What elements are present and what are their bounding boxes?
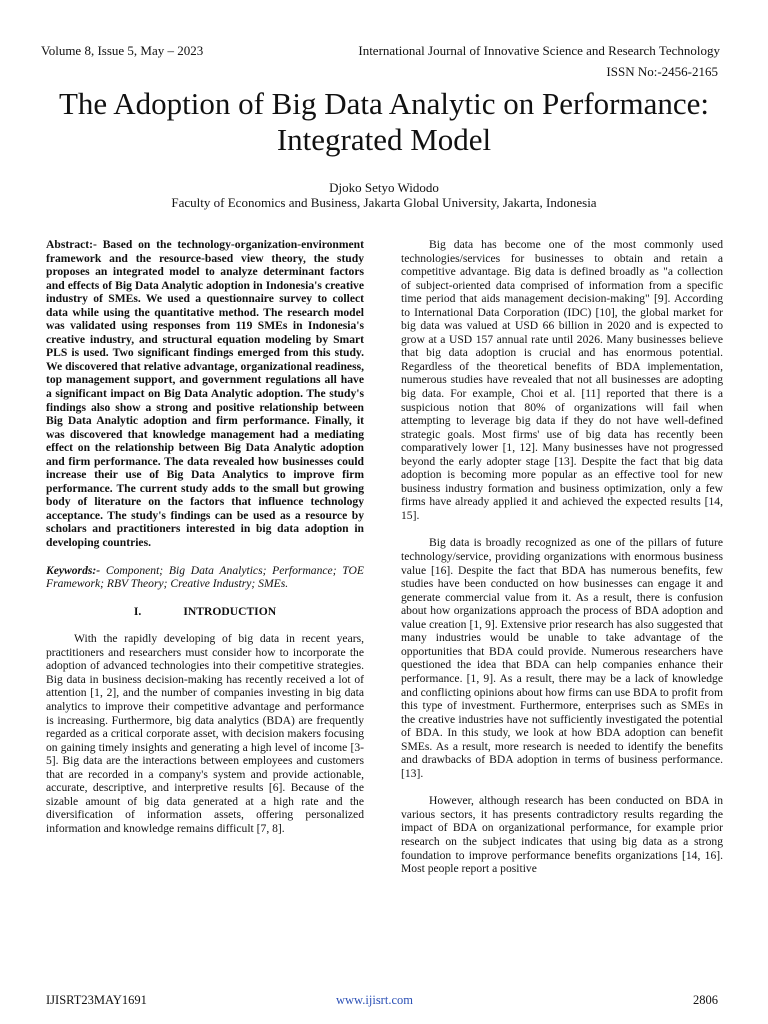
page-number: 2806: [693, 993, 718, 1007]
author-affiliation: Faculty of Economics and Business, Jakarta Global University, Jakarta, Indonesia: [171, 195, 597, 210]
paper-code: IJISRT23MAY1691: [46, 993, 147, 1007]
right-column: [401, 238, 723, 876]
body-paragraph-3: Big data is broadly recognized as one of the pillars of future technology/service, providing organizations with enormous business value [16]. Despite the fact that BDA has numerous benefits, few studies have been conducted on how businesses can engage it and generate commercial value from it. As a result, there is confusion about how organizations approach the process of BDA adoption and value creation [1, 9]. Extensive prior research has also suggested that many industries would be unable to take advantage of the opportunities that BDA could provide. Numerous researchers have questioned the idea that BDA can help companies enhance their performance. [1, 9]. As a result, there may be a lack of knowledge and conflicting opinions about how firms can use BDA to profit from this type of investment. Furthermore, enterprises such as SMEs in the creative industries have not sufficiently investigated the potential of BDA. In this study, we look at how BDA adoption can benefit SMEs. As a result, more research is needed to identify the benefits and drawbacks of BDA adoption in terms of business performance. [13].: [401, 536, 723, 780]
abstract: [46, 238, 364, 550]
keywords-label: Keywords:-: [46, 563, 101, 577]
journal-url-link[interactable]: www.ijisrt.com: [336, 993, 413, 1007]
journal-name: International Journal of Innovative Science and Research Technology: [358, 43, 720, 58]
section-title: INTRODUCTION: [183, 604, 277, 618]
keywords: [46, 564, 364, 591]
intro-paragraph-1: With the rapidly developing of big data in recent years, practitioners and researchers must consider how to incorporate the adoption of advanced technologies into their competitive strategies. Big data in business decision-making has recently received a lot of attention [1, 2], and the number of companies investing in big data analytics to improve their competitive advantage and performance is increasing. Furthermore, big data analytics (BDA) are frequently regarded as a critical corporate asset, with decision makers focusing on gaining timely insights and generating a high level of income [3-5]. Big data are the interactions between employees and customers that are recorded in a company's system and provide actionable, accurate, descriptive, and interpretive results [6]. Because of the sizable amount of big data generated at a high rate and the diversification of information assets, offering personalized information and knowledge remains difficult [7, 8].: [46, 632, 364, 835]
left-column: [46, 238, 364, 835]
body-paragraph-2: Big data has become one of the most commonly used technologies/services for businesses to obtain and retain a competitive advantage. Big data is defined broadly as "a collection of subject-oriented data comprised of information from a specific time period that aids management decision-making" [9]. According to International Data Corporation (IDC) [10], the global market for big data was valued at USD 66 billion in 2020 and is expected to grow at a USD 157 annual rate until 2026. Many businesses believe that big data adoption is crucial and has enormous potential. Regardless of the theoretical benefits of BDA implementation, numerous studies have revealed that not all businesses are adopting big data. For example, Choi et al. [11] reported that there is a suspicious notion that 80% of organizations will fail when attempting to leverage big data if they do not have well-defined strategic goals. Most firms' use of big data has recently been comparatively lower [1, 12]. Many businesses have not progressed beyond the early adopter stage [13]. Despite the fact that big data adoption is becoming more popular as an effective tool for new business industry formation and business optimization, only a few firms have already applied it and achieved the expected results [14, 15].: [401, 238, 723, 522]
body-paragraph-4: However, although research has been conducted on BDA in various sectors, it has presents contradictory results regarding the impact of BDA on organizational performance, for example prior research on the subject indicates that using big data as a strong foundation to improve performance benefits organizations [14, 16]. Most people report a positive: [401, 794, 723, 876]
volume-info: Volume 8, Issue 5, May – 2023: [41, 43, 204, 58]
abstract-label: Abstract:-: [46, 238, 97, 251]
section-heading-introduction: [46, 605, 364, 619]
issn: ISSN No:-2456-2165: [606, 64, 718, 79]
author-name: Djoko Setyo Widodo: [329, 180, 439, 195]
abstract-text: Based on the technology-organization-environment framework and the resource-based view theory, the study proposes an integrated model to analyze determinant factors and effects of Big Data Analytic adoption in Indonesia's creative industry of SMEs. We used a questionnaire survey to collect data while using the quantitative method. The research model was validated using responses from 119 SMEs in Indonesia's creative industry, and structural equation modeling by Smart PLS is used. Two significant findings emerged from this study. We discovered that relative advantage, organizational readiness, top management support, and government regulations all have a significant impact on Big Data Analytic adoption. The study's findings also show a strong and positive relationship between Big Data Analytic adoption and firm performance. Finally, it was discovered that knowledge management had a mediating effect on the relationship between Big Data Analytic adoption and firm performance. The data revealed how businesses could increase their use of Big Data Analytics to improve firm performance. The current study adds to the small but growing body of literature on the factors that influence technology acceptance. The study's findings can be used as a resource by scholars and practitioners interested in big data adoption in developing countries.: [46, 238, 364, 550]
section-number: I.: [133, 604, 142, 618]
paper-title: The Adoption of Big Data Analytic on Performance: Integrated Model: [59, 86, 709, 157]
keywords-text: Component; Big Data Analytics; Performance; TOE Framework; RBV Theory; Creative Industry; SMEs.: [46, 563, 364, 591]
